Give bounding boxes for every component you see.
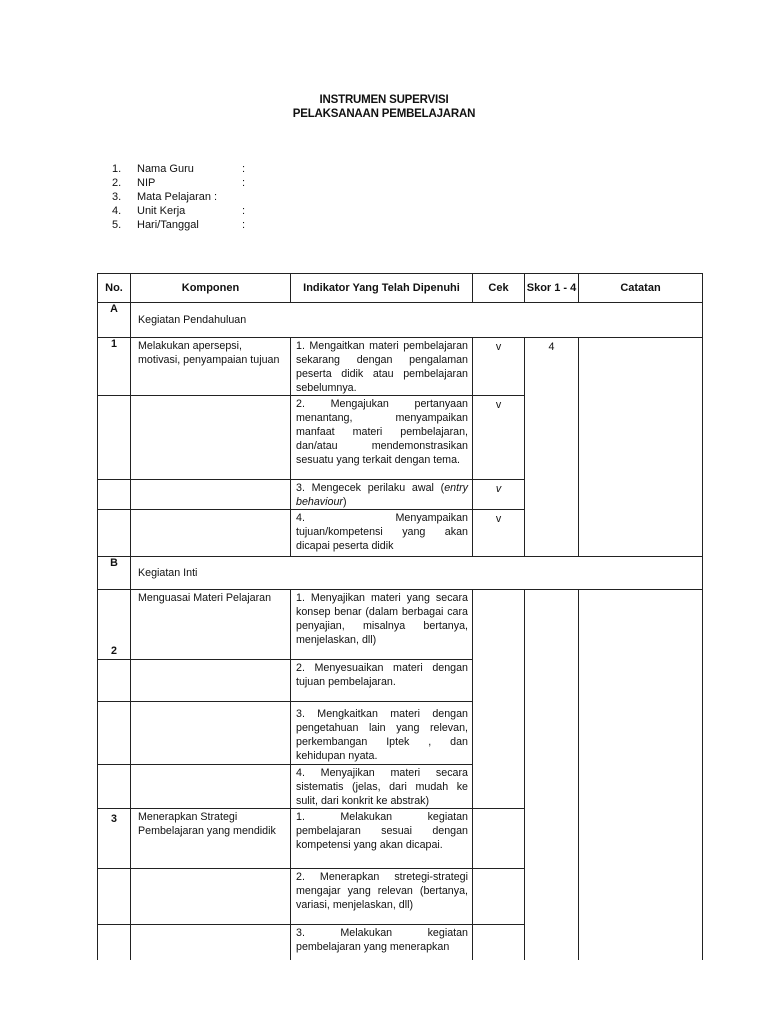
- identity-number: 5.: [112, 219, 122, 231]
- identity-label: Unit Kerja: [137, 205, 186, 217]
- item-number: 1: [98, 338, 131, 396]
- empty-komponen-cell: [131, 510, 291, 557]
- header-skor: Skor 1 - 4: [525, 274, 579, 303]
- header-catatan: Catatan: [579, 274, 703, 303]
- indikator-cell: 3. Mengkaitkan materi dengan pengetahuan lain yang relevan, perkembangan Iptek , dan kehidupan nyata.: [291, 702, 473, 765]
- identity-colon: :: [242, 163, 246, 175]
- section-label: Kegiatan Pendahuluan: [131, 303, 703, 338]
- cek-cell: [473, 590, 525, 809]
- supervision-table: [97, 273, 703, 960]
- document-subtitle: PELAKSANAAN PEMBELAJARAN: [292, 108, 476, 120]
- cek-cell: v: [473, 396, 525, 480]
- empty-no-cell: [98, 660, 131, 702]
- empty-komponen-cell: [131, 660, 291, 702]
- table-row: [98, 590, 703, 660]
- identity-colon: :: [242, 177, 246, 189]
- identity-colon: :: [242, 219, 246, 231]
- komponen-cell: Menerapkan Strategi Pembelajaran yang mendidik: [131, 809, 291, 869]
- empty-no-cell: [98, 396, 131, 480]
- identity-number: 1.: [112, 163, 122, 175]
- cek-cell: v: [473, 480, 525, 510]
- table-row: [98, 338, 703, 396]
- section-row-b: [98, 557, 703, 590]
- catatan-cell: [579, 338, 703, 557]
- header-komponen: Komponen: [131, 274, 291, 303]
- indikator-cell: [291, 480, 473, 510]
- section-row-a: [98, 303, 703, 338]
- empty-komponen-cell: [131, 765, 291, 809]
- indikator-cell: 3. Melakukan kegiatan pembelajaran yang menerapkan: [291, 925, 473, 960]
- indikator-text: 3. Mengecek perilaku awal (: [296, 482, 445, 494]
- indikator-cell: 4. Menyajikan materi secara sistematis (jelas, dari mudah ke sulit, dari konkrit ke abstrak): [291, 765, 473, 809]
- empty-no-cell: [98, 925, 131, 960]
- empty-no-cell: [98, 765, 131, 809]
- empty-no-cell: [98, 702, 131, 765]
- cek-cell: [473, 869, 525, 925]
- identity-number: 3.: [112, 191, 122, 203]
- identity-label: Hari/Tanggal: [137, 219, 199, 231]
- indikator-cell: 2. Mengajukan pertanyaan menantang, menyampaikan manfaat materi pembelajaran, dan/atau mendemonstrasikan sesuatu yang terkait dengan tema.: [291, 396, 473, 480]
- empty-no-cell: [98, 510, 131, 557]
- komponen-cell: Melakukan apersepsi, motivasi, penyampaian tujuan: [131, 338, 291, 396]
- empty-no-cell: [98, 480, 131, 510]
- indikator-cell: 1. Mengaitkan materi pembelajaran sekarang dengan pengalaman peserta didik atau pembelajaran sebelumnya.: [291, 338, 473, 396]
- indikator-text-end: ): [342, 496, 347, 508]
- skor-cell: [525, 590, 579, 960]
- item-number: 3: [98, 809, 131, 869]
- table-header-row: [98, 274, 703, 303]
- indikator-cell: 1. Melakukan kegiatan pembelajaran sesuai dengan kompetensi yang akan dicapai.: [291, 809, 473, 869]
- empty-komponen-cell: [131, 925, 291, 960]
- header-indikator: Indikator Yang Telah Dipenuhi: [291, 274, 473, 303]
- indikator-cell: 1. Menyajikan materi yang secara konsep benar (dalam berbagai cara penyajian, misalnya bertanya, menjelaskan, dll): [291, 590, 473, 660]
- identity-label: Nama Guru: [137, 163, 194, 175]
- indikator-cell: 2. Menerapkan stretegi-strategi mengajar yang relevan (bertanya, variasi, menjelaskan, dll): [291, 869, 473, 925]
- empty-no-cell: [98, 869, 131, 925]
- catatan-cell: [579, 590, 703, 960]
- document-title: INSTRUMEN SUPERVISI: [319, 94, 449, 106]
- identity-colon: :: [242, 205, 246, 217]
- identity-label: Mata Pelajaran :: [137, 191, 218, 203]
- header-no: No.: [98, 274, 131, 303]
- indikator-emphasis: entry behaviour: [296, 482, 468, 508]
- header-cek: Cek: [473, 274, 525, 303]
- identity-number: 4.: [112, 205, 122, 217]
- section-label: Kegiatan Inti: [131, 557, 703, 590]
- section-code: A: [98, 303, 131, 338]
- cek-cell: [473, 809, 525, 869]
- indikator-cell: 4. Menyampaikan tujuan/kompetensi yang akan dicapai peserta didik: [291, 510, 473, 557]
- item-number: 2: [98, 590, 131, 660]
- empty-komponen-cell: [131, 869, 291, 925]
- identity-number: 2.: [112, 177, 122, 189]
- cek-cell: [473, 925, 525, 960]
- indikator-cell: 2. Menyesuaikan materi dengan tujuan pembelajaran.: [291, 660, 473, 702]
- komponen-cell: Menguasai Materi Pelajaran: [131, 590, 291, 660]
- empty-komponen-cell: [131, 480, 291, 510]
- empty-komponen-cell: [131, 396, 291, 480]
- cek-cell: v: [473, 338, 525, 396]
- empty-komponen-cell: [131, 702, 291, 765]
- identity-label: NIP: [137, 177, 156, 189]
- cek-cell: v: [473, 510, 525, 557]
- skor-cell: 4: [525, 338, 579, 557]
- section-code: B: [98, 557, 131, 590]
